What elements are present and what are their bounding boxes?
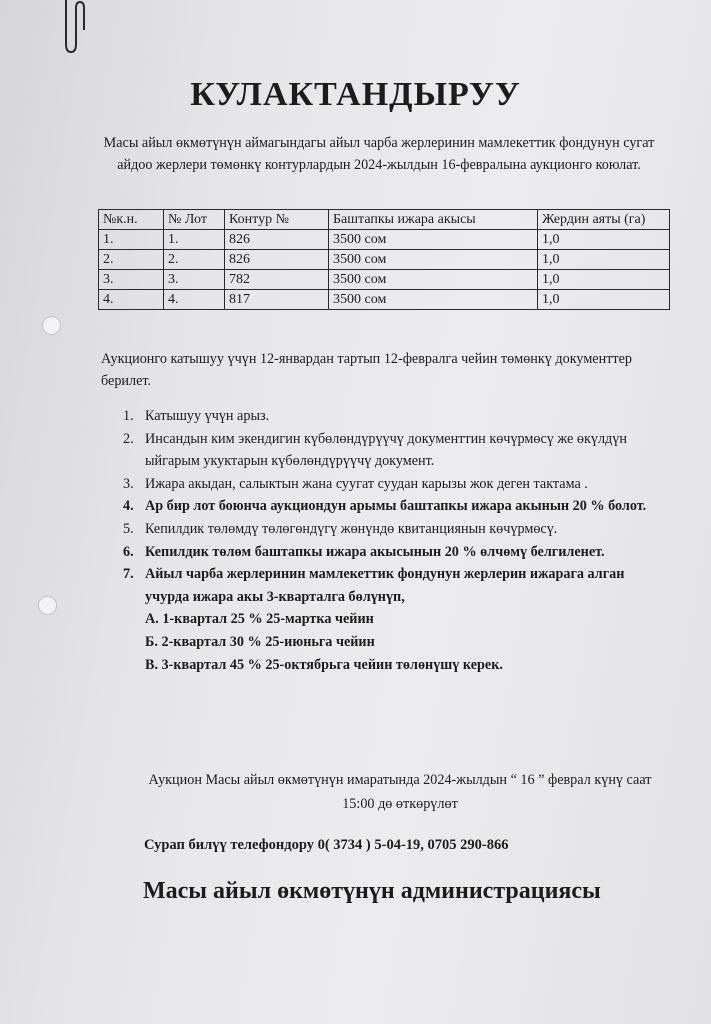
item-number: 4.: [123, 498, 134, 515]
list-item: [123, 563, 668, 676]
page-title: КУЛАКТАНДЫРУУ: [190, 76, 521, 113]
item-text: Катышуу үчүн арыз.: [145, 408, 270, 424]
quarter-line: В. 3-квартал 45 % 25-октябрьга чейин төлөнүшү керек.: [145, 656, 503, 673]
table-cell: 4.: [99, 290, 164, 310]
item-text: Инсандын ким экендигин күбөлөндүрүүчү документтин көчүрмөсү же өкүлдүн ыйгарым укуктарын күбөлөндүрүүчү документ.: [145, 430, 627, 470]
signature-administration: Масы айыл өкмөтүнүн администрациясы: [143, 878, 601, 904]
table-cell: 3.: [164, 270, 225, 290]
item-number: 6.: [123, 543, 134, 560]
punch-hole-icon: [38, 596, 57, 615]
contact-phones: Сурап билүү телефондору 0( 3734 ) 5-04-19, 0705 290-866: [144, 837, 509, 853]
auction-info: Аукцион Масы айыл өкмөтүнүн имаратында 2024-жылдын “ 16 ” феврал күнү саат 15:00 дө өткөрүлөт: [148, 772, 652, 812]
item-number: 2.: [123, 430, 134, 447]
paper-clip-icon: [58, 0, 88, 56]
table-row: [99, 270, 670, 290]
documents-intro: Аукционго катышуу үчүн 12-январдан тартып 12-февралга чейин төмөнкү документтер берилет.: [101, 351, 632, 389]
table-cell: 3.: [99, 270, 164, 290]
table-cell: 4.: [164, 290, 225, 310]
table-header-row: [99, 210, 670, 230]
list-item: [123, 405, 668, 428]
intro-paragraph: Масы айыл өкмөтүнүн аймагындагы айыл чарба жерлеринин мамлекеттик фондунун сугат айдоо жерлери төмөнкү контурлардын 2024-жылдын 16-февралына аукционго коюлат.: [103, 135, 655, 173]
table-cell: 1.: [164, 230, 225, 250]
table-cell: 782: [225, 270, 329, 290]
item-number: 5.: [123, 520, 134, 537]
table-row: [99, 290, 670, 310]
header-cell: Жердин аяты (га): [538, 210, 670, 230]
table-cell: 3500 сом: [329, 290, 538, 310]
list-item: [123, 495, 668, 518]
item-number: 1.: [123, 408, 134, 424]
item-number: 3.: [123, 475, 134, 492]
table-cell: 826: [225, 230, 329, 250]
header-cell: Контур №: [225, 210, 329, 230]
table-cell: 1.: [99, 230, 164, 250]
item-text: Айыл чарба жерлеринин мамлекеттик фондунун жерлерин ижарага алган учурда ижара акы 3-кварталга бөлүнүп,: [145, 566, 625, 605]
quarter-line: А. 1-квартал 25 % 25-мартка чейин: [145, 611, 374, 628]
documents-list: [123, 405, 668, 676]
item-text: Кепилдик төлөм баштапкы ижара акысынын 20 % өлчөмү белгиленет.: [145, 543, 605, 560]
table-cell: 3500 сом: [329, 270, 538, 290]
table-cell: 1,0: [538, 290, 670, 310]
header-cell: Баштапкы ижара акысы: [329, 210, 538, 230]
table-cell: 1,0: [538, 270, 670, 290]
lots-table: [98, 209, 670, 310]
table-cell: 1,0: [538, 230, 670, 250]
punch-hole-icon: [42, 316, 61, 335]
table-cell: 2.: [99, 250, 164, 270]
header-cell: №к.н.: [99, 210, 164, 230]
item-text: Ижара акыдан, салыктын жана суугат суудан карызы жок деген тактама .: [145, 475, 588, 492]
table-cell: 826: [225, 250, 329, 270]
table-cell: 3500 сом: [329, 230, 538, 250]
list-item: [123, 473, 668, 496]
item-number: 7.: [123, 566, 134, 583]
table-cell: 2.: [164, 250, 225, 270]
table-row: [99, 250, 670, 270]
table-row: [99, 230, 670, 250]
item-text: Кепилдик төлөмдү төлөгөндүгү жөнүндө квитанциянын көчүрмөсү.: [145, 520, 558, 537]
header-cell: № Лот: [164, 210, 225, 230]
table-cell: 3500 сом: [329, 250, 538, 270]
item-text: Ар бир лот боюнча аукциондун арымы баштапкы ижара акынын 20 % болот.: [145, 498, 647, 515]
list-item: [123, 428, 668, 473]
quarter-line: Б. 2-квартал 30 % 25-июньга чейин: [145, 633, 375, 650]
table-cell: 817: [225, 290, 329, 310]
list-item: [123, 541, 668, 564]
table-cell: 1,0: [538, 250, 670, 270]
list-item: [123, 518, 668, 541]
